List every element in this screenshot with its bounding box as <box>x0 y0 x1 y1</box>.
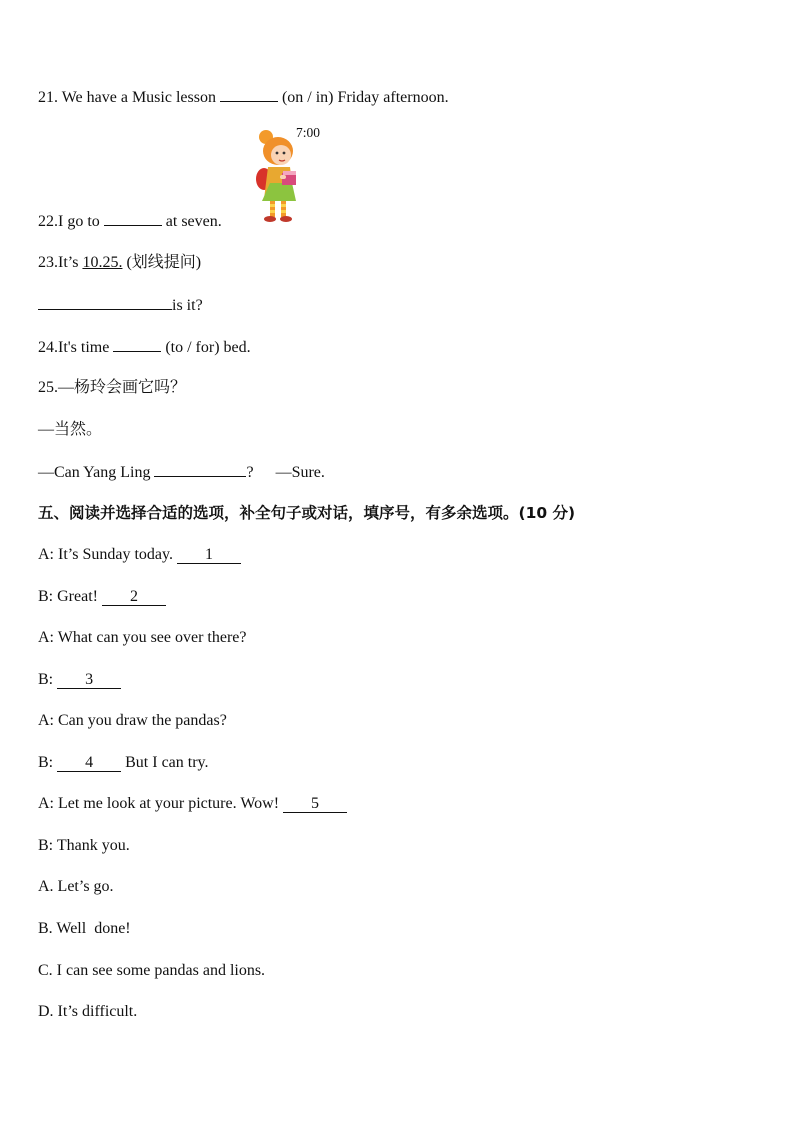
question-text: is it? <box>172 297 203 314</box>
dialogue-text: B: Great! <box>38 588 102 605</box>
dialogue-line-4 <box>38 670 121 690</box>
dialogue-line-5: A: Can you draw the pandas? <box>38 712 227 729</box>
answer-blank[interactable] <box>104 211 162 226</box>
dialogue-line-7 <box>38 794 347 814</box>
option-b: B. Well done! <box>38 920 131 937</box>
answer-blank-3[interactable]: 3 <box>57 672 121 689</box>
answer-blank[interactable] <box>154 462 246 477</box>
question-text: . We have a Music lesson <box>54 89 220 106</box>
question-24 <box>38 337 251 358</box>
dialogue-text: B: <box>38 671 58 688</box>
answer-blank[interactable] <box>220 87 278 102</box>
question-21 <box>38 87 449 108</box>
question-text: —Sure. <box>275 464 325 481</box>
dialogue-text: A: It’s Sunday today. <box>38 546 177 563</box>
underlined-time: 10.25. <box>82 254 123 271</box>
dialogue-text: But I can try. <box>121 754 209 771</box>
dialogue-line-2 <box>38 587 166 607</box>
question-instruction: (划线提问) <box>122 254 202 271</box>
option-d: D. It’s difficult. <box>38 1003 138 1020</box>
dialogue-text: B: <box>38 754 58 771</box>
clock-time-label: 7:00 <box>296 125 321 140</box>
question-text: (on / in) Friday afternoon. <box>277 89 449 106</box>
question-23-answer <box>38 295 203 316</box>
answer-blank-1[interactable]: 1 <box>177 547 241 564</box>
answer-blank-4[interactable]: 4 <box>57 755 121 772</box>
answer-blank[interactable] <box>38 295 172 310</box>
question-text: 23.It’s <box>38 254 83 271</box>
option-c: C. I can see some pandas and lions. <box>38 962 266 979</box>
question-text: —Can Yang Ling <box>38 464 155 481</box>
question-23 <box>38 253 201 273</box>
option-a: A. Let’s go. <box>38 878 114 895</box>
girl-with-books-illustration <box>250 127 302 225</box>
answer-blank-2[interactable]: 2 <box>102 589 166 606</box>
question-25-chinese-answer: —当然。 <box>38 421 103 438</box>
section-5-heading: 五、阅读并选择合适的选项，补全句子或对话，填序号，有多余选项。(10 分) <box>38 504 576 522</box>
dialogue-line-8: B: Thank you. <box>38 837 130 854</box>
question-text: 24.It's time <box>38 339 114 356</box>
question-25-chinese-question: 25.—杨玲会画它吗？ <box>38 379 187 396</box>
question-text: (to / for) bed. <box>161 339 251 356</box>
answer-blank[interactable] <box>113 337 161 352</box>
dialogue-line-3: A: What can you see over there? <box>38 629 247 646</box>
dialogue-text: A: Let me look at your picture. Wow! <box>38 795 284 812</box>
question-22 <box>38 211 222 232</box>
dialogue-line-1 <box>38 545 241 565</box>
question-25-english <box>38 462 325 483</box>
question-number: 21 <box>38 89 54 106</box>
question-text: 22.I go to <box>38 213 104 230</box>
question-text: at seven. <box>161 213 222 230</box>
question-text: ? <box>246 464 254 481</box>
answer-blank-5[interactable]: 5 <box>283 796 347 813</box>
dialogue-line-6 <box>38 753 209 773</box>
